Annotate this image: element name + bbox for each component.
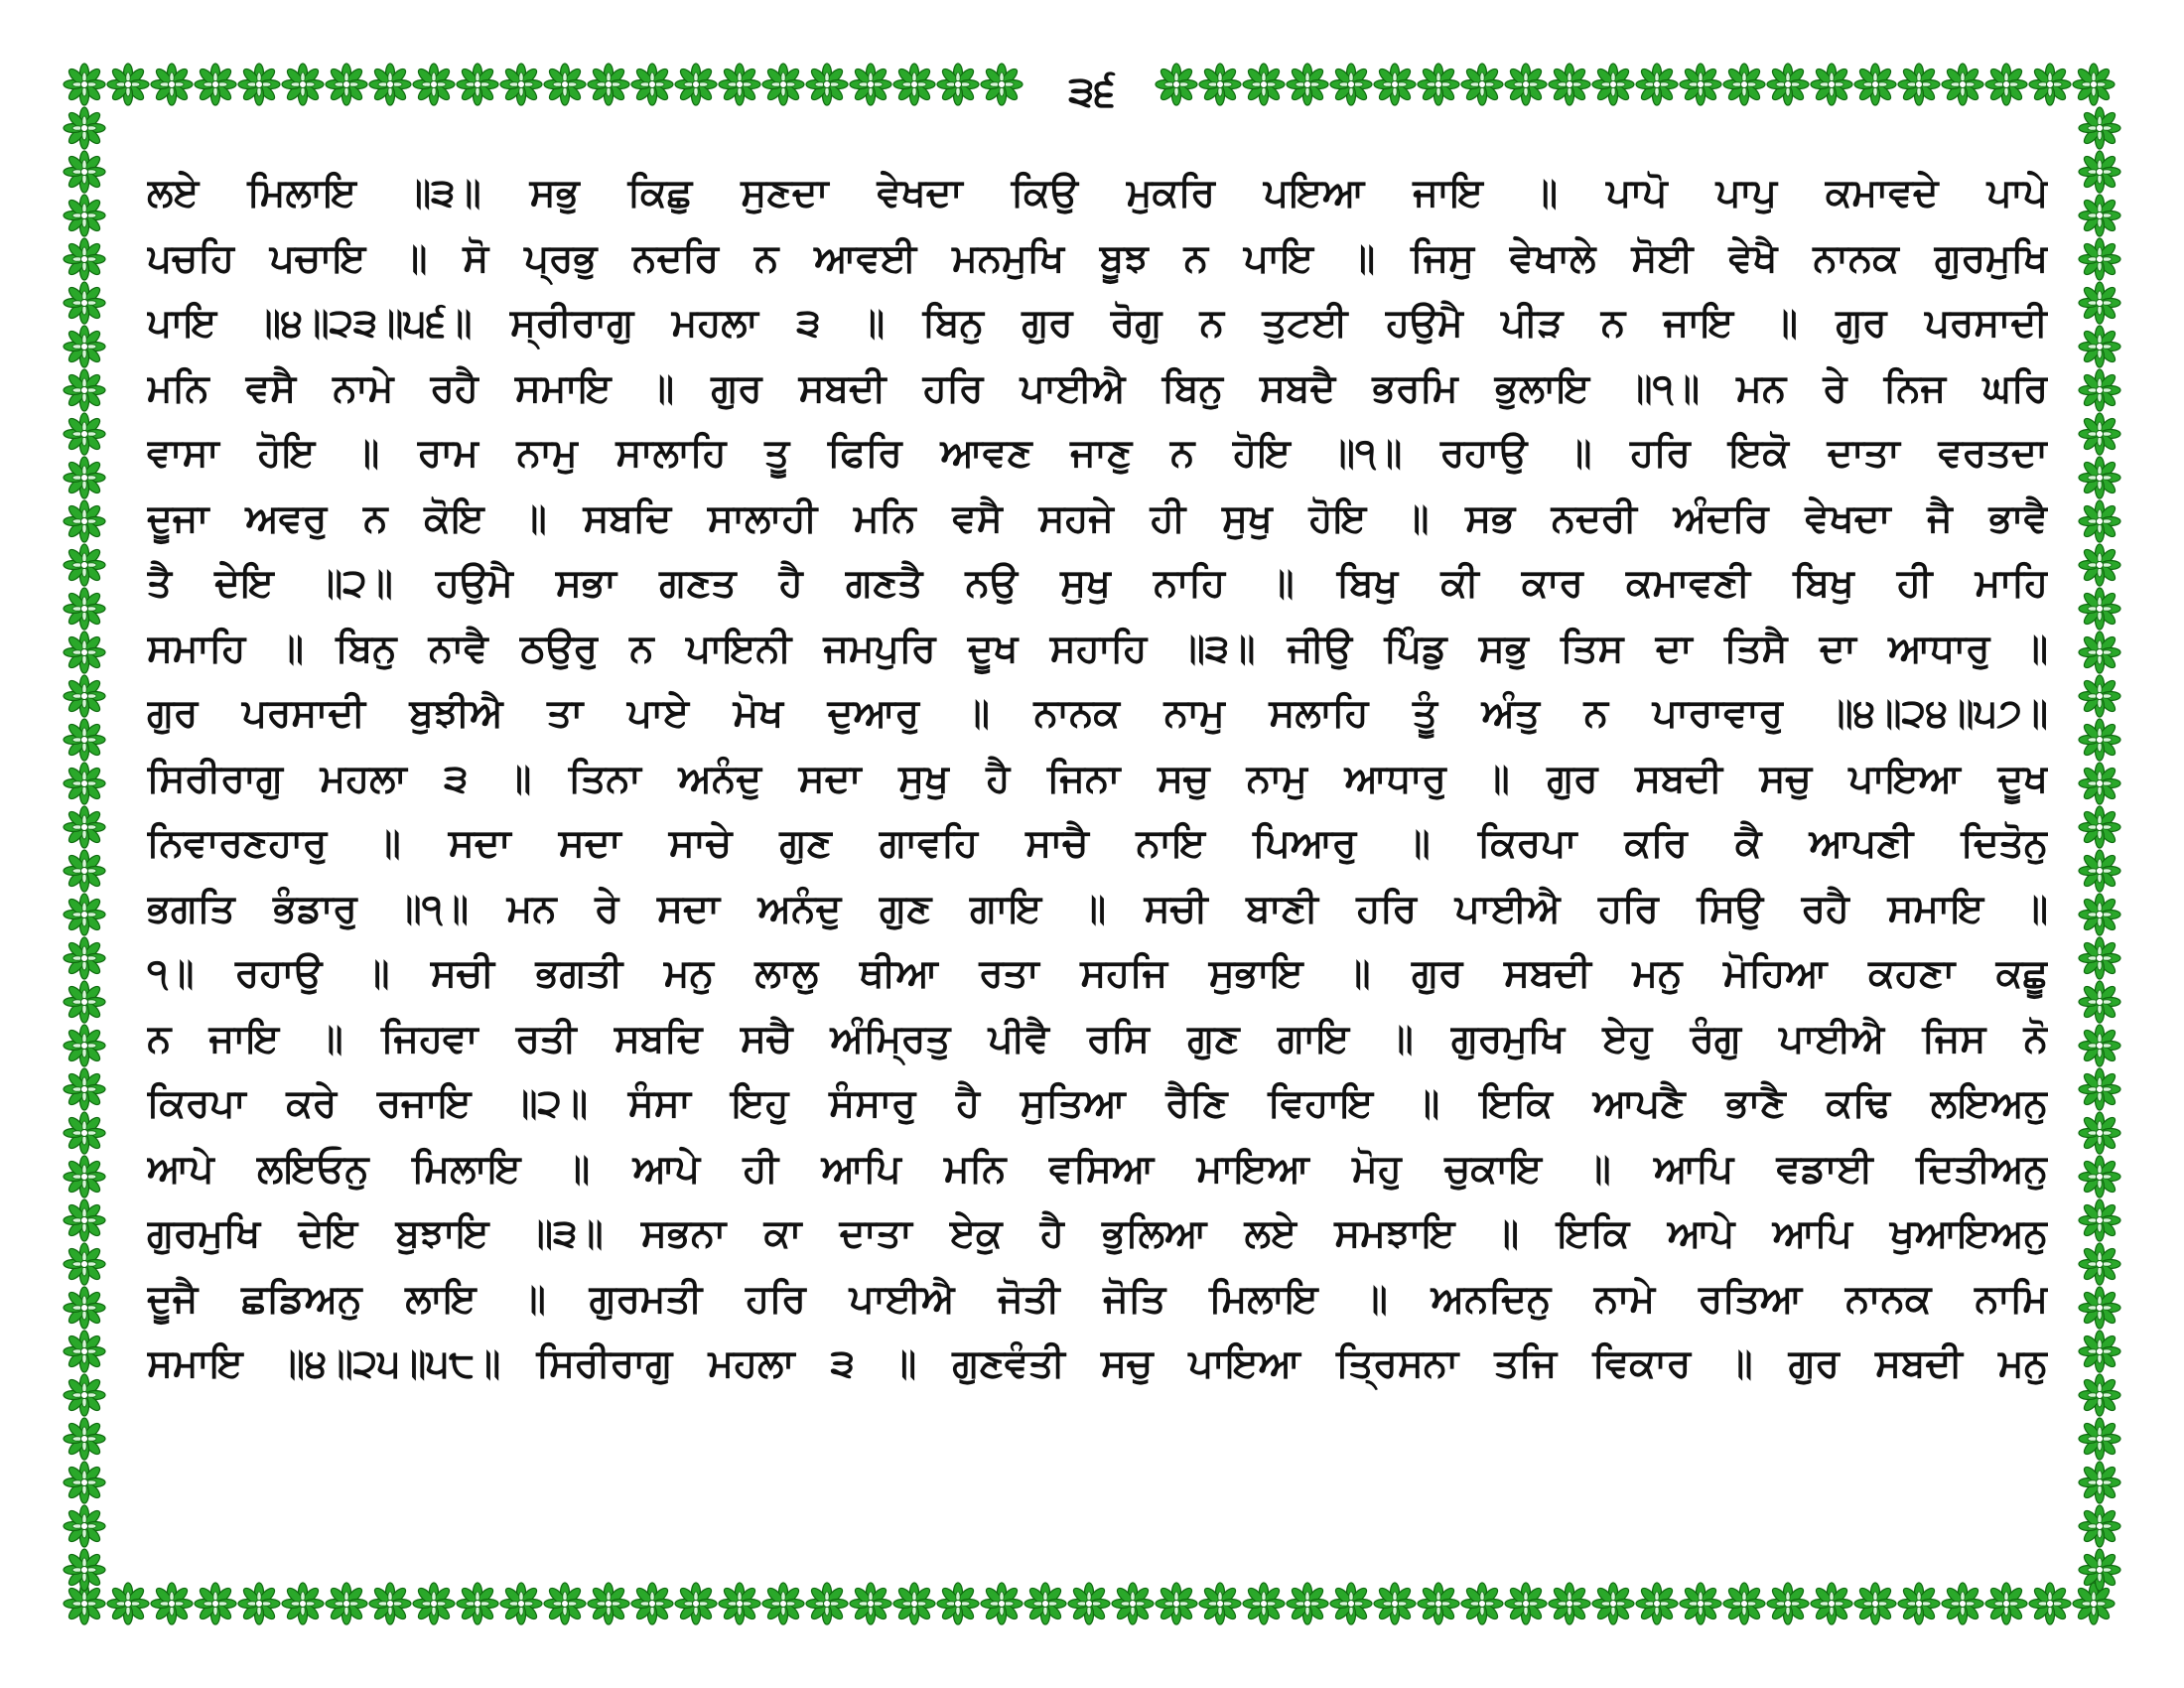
flower-icon — [1723, 64, 1765, 105]
flower-icon — [64, 413, 105, 455]
text-line: ਪਾਇ ॥੪॥੨੩॥੫੬॥ ਸ੍ਰੀਰਾਗੁ ਮਹਲਾ ੩ ॥ ਬਿਨੁ ਗੁਰ ਰੋਗੁ ਨ ਤੁਟਈ ਹਉਮੈ ਪੀੜ ਨ ਜਾਇ ॥ ਗੁਰ ਪਰਸਾਦੀ — [147, 301, 2048, 346]
text-line: ਨ ਜਾਇ ॥ ਜਿਹਵਾ ਰਤੀ ਸਬਦਿ ਸਚੈ ਅੰਮ੍ਰਿਤੁ ਪੀਵੈ ਰਸਿ ਗੁਣ ਗਾਇ ॥ ਗੁਰਮੁਖਿ ਏਹੁ ਰੰਗੁ ਪਾਈਐ ਜਿਸ ਨੋ — [147, 1016, 2048, 1061]
flower-icon — [2079, 1287, 2120, 1329]
flower-icon — [64, 675, 105, 717]
text-line: ਦੂਜੈ ਛਡਿਅਨੁ ਲਾਇ ॥ ਗੁਰਮਤੀ ਹਰਿ ਪਾਈਐ ਜੋਤੀ ਜੋਤਿ ਮਿਲਾਇ ॥ ਅਨਦਿਨੁ ਨਾਮੇ ਰਤਿਆ ਨਾਨਕ ਨਾਮਿ — [147, 1276, 2048, 1322]
flower-icon — [326, 64, 367, 105]
flower-icon — [1942, 1583, 1983, 1624]
flower-icon — [631, 64, 673, 105]
flower-icon — [2029, 1583, 2071, 1624]
flower-icon — [413, 1583, 455, 1624]
text-line: ਗੁਰ ਪਰਸਾਦੀ ਬੁਝੀਐ ਤਾ ਪਾਏ ਮੋਖ ਦੁਆਰੁ ॥ ਨਾਨਕ ਨਾਮੁ ਸਲਾਹਿ ਤੂੰ ਅੰਤੁ ਨ ਪਾਰਾਵਾਰੁ ॥੪॥੨੪॥੫੭॥ — [147, 691, 2048, 736]
flower-icon — [2073, 64, 2115, 105]
flower-icon — [64, 588, 105, 630]
flower-icon — [1330, 64, 1372, 105]
flower-icon — [1505, 64, 1547, 105]
flower-icon — [107, 1583, 149, 1624]
flower-icon — [1418, 1583, 1459, 1624]
flower-icon — [64, 107, 105, 149]
flower-icon — [2079, 500, 2120, 542]
flower-icon — [2079, 1331, 2120, 1372]
flower-icon — [1330, 1583, 1372, 1624]
flower-icon — [1811, 64, 1852, 105]
flower-icon — [64, 457, 105, 498]
flower-icon — [64, 1374, 105, 1416]
flower-icon — [64, 1418, 105, 1460]
flower-icon — [500, 1583, 542, 1624]
flower-icon — [64, 981, 105, 1023]
flower-icon — [719, 64, 760, 105]
text-line: ਵਾਸਾ ਹੋਇ ॥ ਰਾਮ ਨਾਮੁ ਸਾਲਾਹਿ ਤੂ ਫਿਰਿ ਆਵਣ ਜਾਣੁ ਨ ਹੋਇ ॥੧॥ ਰਹਾਉ ॥ ਹਰਿ ਇਕੋ ਦਾਤਾ ਵਰਤਦਾ — [147, 431, 2048, 476]
flower-icon — [64, 894, 105, 935]
flower-icon — [2079, 1418, 2120, 1460]
flower-icon — [2073, 1583, 2115, 1624]
flower-icon — [1461, 1583, 1503, 1624]
flower-icon — [2079, 369, 2120, 411]
flower-icon — [1199, 1583, 1241, 1624]
flower-icon — [631, 1583, 673, 1624]
flower-icon — [1854, 1583, 1896, 1624]
flower-icon — [1287, 1583, 1328, 1624]
flower-icon — [64, 238, 105, 280]
flower-icon — [1592, 64, 1634, 105]
flower-icon — [1461, 64, 1503, 105]
flower-icon — [2079, 413, 2120, 455]
flower-icon — [64, 1025, 105, 1066]
text-line: ਕਿਰਪਾ ਕਰੇ ਰਜਾਇ ॥੨॥ ਸੰਸਾ ਇਹੁ ਸੰਸਾਰੁ ਹੈ ਸੁਤਿਆ ਰੈਣਿ ਵਿਹਾਇ ॥ ਇਕਿ ਆਪਣੈ ਭਾਣੈ ਕਢਿ ਲਇਅਨੁ — [147, 1081, 2048, 1126]
flower-icon — [1156, 64, 1197, 105]
flower-icon — [937, 1583, 979, 1624]
flower-icon — [675, 1583, 717, 1624]
flower-icon — [64, 1287, 105, 1329]
flower-icon — [238, 64, 280, 105]
flower-icon — [588, 64, 629, 105]
flower-icon — [2079, 894, 2120, 935]
flower-icon — [1680, 64, 1721, 105]
flower-icon — [2079, 1025, 2120, 1066]
text-line: ੧॥ ਰਹਾਉ ॥ ਸਚੀ ਭਗਤੀ ਮਨੁ ਲਾਲੁ ਥੀਆ ਰਤਾ ਸਹਜਿ ਸੁਭਾਇ ॥ ਗੁਰ ਸਬਦੀ ਮਨੁ ਮੋਹਿਆ ਕਹਣਾ ਕਛੂ — [147, 951, 2048, 996]
flower-icon — [2079, 806, 2120, 848]
flower-icon — [64, 195, 105, 236]
flower-icon — [1898, 64, 1940, 105]
flower-icon — [1243, 1583, 1285, 1624]
flower-icon — [1636, 64, 1678, 105]
text-line: ਲਏ ਮਿਲਾਇ ॥੩॥ ਸਭੁ ਕਿਛੁ ਸੁਣਦਾ ਵੇਖਦਾ ਕਿਉ ਮੁਕਰਿ ਪਇਆ ਜਾਇ ॥ ਪਾਪੋ ਪਾਪੁ ਕਮਾਵਦੇ ਪਾਪੇ — [147, 171, 2048, 215]
flower-icon — [1985, 64, 2027, 105]
flower-icon — [238, 1583, 280, 1624]
flower-icon — [762, 1583, 804, 1624]
flower-icon — [195, 1583, 236, 1624]
flower-icon — [64, 937, 105, 979]
flower-icon — [1156, 1583, 1197, 1624]
text-line: ਆਪੇ ਲਇਓਨੁ ਮਿਲਾਇ ॥ ਆਪੇ ਹੀ ਆਪਿ ਮਨਿ ਵਸਿਆ ਮਾਇਆ ਮੋਹੁ ਚੁਕਾਇ ॥ ਆਪਿ ਵਡਾਈ ਦਿਤੀਅਨੁ — [147, 1146, 2048, 1192]
flower-icon — [457, 1583, 498, 1624]
text-line: ਦੂਜਾ ਅਵਰੁ ਨ ਕੋਇ ॥ ਸਬਦਿ ਸਾਲਾਹੀ ਮਨਿ ਵਸੈ ਸਹਜੇ ਹੀ ਸੁਖੁ ਹੋਇ ॥ ਸਭ ਨਦਰੀ ਅੰਦਰਿ ਵੇਖਦਾ ਜੈ ਭਾਵੈ — [147, 495, 2048, 541]
flower-icon — [850, 1583, 891, 1624]
flower-icon — [64, 719, 105, 761]
flower-icon — [64, 632, 105, 673]
flower-icon — [850, 64, 891, 105]
flower-icon — [151, 64, 193, 105]
flower-icon — [107, 64, 149, 105]
flower-icon — [1723, 1583, 1765, 1624]
flower-icon — [981, 64, 1023, 105]
flower-icon — [1505, 1583, 1547, 1624]
flower-icon — [369, 64, 411, 105]
flower-icon — [64, 369, 105, 411]
flower-icon — [2079, 1462, 2120, 1503]
flower-icon — [2079, 1374, 2120, 1416]
flower-icon — [64, 1112, 105, 1154]
flower-icon — [1374, 1583, 1416, 1624]
flower-icon — [1811, 1583, 1852, 1624]
flower-icon — [64, 151, 105, 193]
flower-icon — [2079, 1505, 2120, 1547]
flower-icon — [719, 1583, 760, 1624]
flower-icon — [893, 64, 935, 105]
flower-icon — [1549, 1583, 1590, 1624]
flower-icon — [1418, 64, 1459, 105]
flower-icon — [1767, 64, 1809, 105]
flower-icon — [64, 1549, 105, 1591]
flower-icon — [1636, 1583, 1678, 1624]
flower-icon — [2079, 588, 2120, 630]
flower-icon — [806, 1583, 848, 1624]
scripture-text — [147, 161, 2048, 1397]
flower-icon — [2079, 675, 2120, 717]
text-line: ਤੈ ਦੇਇ ॥੨॥ ਹਉਮੈ ਸਭਾ ਗਣਤ ਹੈ ਗਣਤੈ ਨਉ ਸੁਖੁ ਨਾਹਿ ॥ ਬਿਖੁ ਕੀ ਕਾਰ ਕਮਾਵਣੀ ਬਿਖੁ ਹੀ ਮਾਹਿ — [147, 561, 2048, 606]
flower-icon — [2029, 64, 2071, 105]
flower-icon — [1592, 1583, 1634, 1624]
flower-icon — [64, 1156, 105, 1197]
flower-icon — [1549, 64, 1590, 105]
flower-icon — [2079, 1156, 2120, 1197]
flower-icon — [1024, 1583, 1066, 1624]
flower-icon — [2079, 195, 2120, 236]
flower-icon — [195, 64, 236, 105]
flower-icon — [2079, 151, 2120, 193]
flower-icon — [2079, 457, 2120, 498]
flower-icon — [893, 1583, 935, 1624]
text-line: ਨਿਵਾਰਣਹਾਰੁ ॥ ਸਦਾ ਸਦਾ ਸਾਚੇ ਗੁਣ ਗਾਵਹਿ ਸਾਚੈ ਨਾਇ ਪਿਆਰੁ ॥ ਕਿਰਪਾ ਕਰਿ ਕੈ ਆਪਣੀ ਦਿਤੋਨੁ — [147, 821, 2048, 866]
text-line: ਪਚਹਿ ਪਚਾਇ ॥ ਸੋ ਪ੍ਰਭੁ ਨਦਰਿ ਨ ਆਵਈ ਮਨਮੁਖਿ ਬੂਝ ਨ ਪਾਇ ॥ ਜਿਸੁ ਵੇਖਾਲੇ ਸੋਈ ਵੇਖੈ ਨਾਨਕ ਗੁਰਮੁਖਿ — [147, 235, 2048, 281]
flower-icon — [64, 1068, 105, 1110]
text-line: ਭਗਤਿ ਭੰਡਾਰੁ ॥੧॥ ਮਨ ਰੇ ਸਦਾ ਅਨੰਦੁ ਗੁਣ ਗਾਇ ॥ ਸਚੀ ਬਾਣੀ ਹਰਿ ਪਾਈਐ ਹਰਿ ਸਿਉ ਰਹੈ ਸਮਾਇ ॥ — [147, 886, 2048, 931]
flower-icon — [2079, 981, 2120, 1023]
flower-icon — [588, 1583, 629, 1624]
flower-icon — [369, 1583, 411, 1624]
flower-icon — [2079, 326, 2120, 367]
flower-icon — [64, 1199, 105, 1241]
flower-icon — [64, 500, 105, 542]
flower-icon — [2079, 719, 2120, 761]
flower-icon — [151, 1583, 193, 1624]
text-line: ਗੁਰਮੁਖਿ ਦੇਇ ਬੁਝਾਇ ॥੩॥ ਸਭਨਾ ਕਾ ਦਾਤਾ ਏਕੁ ਹੈ ਭੁਲਿਆ ਲਏ ਸਮਝਾਇ ॥ ਇਕਿ ਆਪੇ ਆਪਿ ਖੁਆਇਅਨੁ — [147, 1211, 2048, 1256]
flower-icon — [2079, 763, 2120, 804]
flower-icon — [64, 1462, 105, 1503]
flower-icon — [282, 1583, 324, 1624]
flower-icon — [1199, 64, 1241, 105]
flower-icon — [1680, 1583, 1721, 1624]
flower-icon — [1942, 64, 1983, 105]
flower-icon — [64, 64, 105, 105]
flower-icon — [1985, 1583, 2027, 1624]
flower-icon — [2079, 937, 2120, 979]
flower-icon — [1767, 1583, 1809, 1624]
flower-icon — [413, 64, 455, 105]
page-number: ੩੬ — [1032, 62, 1152, 121]
flower-icon — [457, 64, 498, 105]
flower-icon — [544, 64, 586, 105]
flower-icon — [1374, 64, 1416, 105]
flower-icon — [64, 1505, 105, 1547]
flower-icon — [2079, 238, 2120, 280]
flower-icon — [1068, 1583, 1110, 1624]
flower-icon — [2079, 282, 2120, 324]
flower-icon — [64, 806, 105, 848]
flower-icon — [1112, 1583, 1154, 1624]
text-line: ਸਮਾਇ ॥੪॥੨੫॥੫੮॥ ਸਿਰੀਰਾਗੁ ਮਹਲਾ ੩ ॥ ਗੁਣਵੰਤੀ ਸਚੁ ਪਾਇਆ ਤ੍ਰਿਸਨਾ ਤਜਿ ਵਿਕਾਰ ॥ ਗੁਰ ਸਬਦੀ ਮਨੁ — [147, 1341, 2048, 1386]
flower-icon — [64, 326, 105, 367]
flower-icon — [2079, 544, 2120, 586]
flower-icon — [937, 64, 979, 105]
flower-icon — [2079, 1243, 2120, 1285]
flower-icon — [64, 1243, 105, 1285]
flower-icon — [2079, 1068, 2120, 1110]
flower-icon — [64, 1331, 105, 1372]
flower-icon — [64, 544, 105, 586]
text-line: ਸਮਾਹਿ ॥ ਬਿਨੁ ਨਾਵੈ ਠਉਰੁ ਨ ਪਾਇਨੀ ਜਮਪੁਰਿ ਦੂਖ ਸਹਾਹਿ ॥੩॥ ਜੀਉ ਪਿੰਡੁ ਸਭੁ ਤਿਸ ਦਾ ਤਿਸੈ ਦਾ ਆਧਾਰੁ ॥ — [147, 626, 2048, 671]
flower-icon — [1854, 64, 1896, 105]
flower-icon — [762, 64, 804, 105]
flower-icon — [326, 1583, 367, 1624]
flower-icon — [675, 64, 717, 105]
flower-icon — [500, 64, 542, 105]
flower-icon — [1898, 1583, 1940, 1624]
flower-icon — [64, 282, 105, 324]
flower-icon — [806, 64, 848, 105]
flower-icon — [2079, 1199, 2120, 1241]
text-line: ਮਨਿ ਵਸੈ ਨਾਮੇ ਰਹੈ ਸਮਾਇ ॥ ਗੁਰ ਸਬਦੀ ਹਰਿ ਪਾਈਐ ਬਿਨੁ ਸਬਦੈ ਭਰਮਿ ਭੁਲਾਇ ॥੧॥ ਮਨ ਰੇ ਨਿਜ ਘਰਿ — [147, 365, 2048, 411]
flower-icon — [544, 1583, 586, 1624]
flower-icon — [282, 64, 324, 105]
flower-icon — [1243, 64, 1285, 105]
flower-icon — [2079, 1112, 2120, 1154]
flower-icon — [64, 850, 105, 892]
text-line: ਸਿਰੀਰਾਗੁ ਮਹਲਾ ੩ ॥ ਤਿਨਾ ਅਨੰਦੁ ਸਦਾ ਸੁਖੁ ਹੈ ਜਿਨਾ ਸਚੁ ਨਾਮੁ ਆਧਾਰੁ ॥ ਗੁਰ ਸਬਦੀ ਸਚੁ ਪਾਇਆ ਦੂਖ — [147, 756, 2048, 801]
flower-icon — [2079, 632, 2120, 673]
flower-icon — [2079, 107, 2120, 149]
flower-icon — [2079, 1549, 2120, 1591]
flower-icon — [1287, 64, 1328, 105]
flower-icon — [981, 1583, 1023, 1624]
flower-icon — [64, 763, 105, 804]
flower-icon — [2079, 850, 2120, 892]
